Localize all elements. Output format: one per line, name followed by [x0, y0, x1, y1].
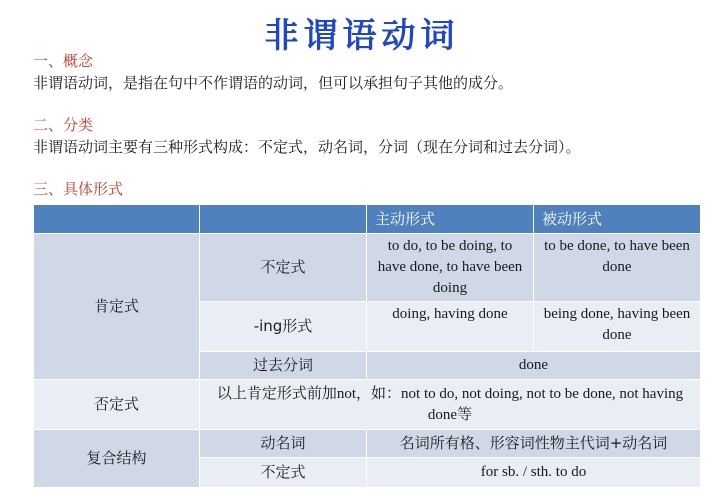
affirmative-ing-active: doing, having done: [367, 302, 534, 352]
compound-infinitive-label: 不定式: [200, 458, 367, 488]
affirmative-infinitive-label: 不定式: [200, 234, 367, 302]
header-cell-empty-1: [34, 205, 200, 234]
compound-infinitive-value: for sb. / sth. to do: [367, 458, 701, 488]
table-row: [34, 234, 701, 302]
section-text-classification: 非谓语动词主要有三种形式构成：不定式，动名词，分词（现在分词和过去分词）。: [33, 138, 581, 156]
affirmative-infinitive-passive: to be done, to have been done: [534, 234, 701, 302]
compound-gerund-label: 动名词: [200, 430, 367, 458]
affirmative-ing-passive: being done, having been done: [534, 302, 701, 352]
negative-value: 以上肯定形式前加not，如：not to do, not doing, not to be done, not having done等: [200, 380, 701, 430]
affirmative-ing-label: -ing形式: [200, 302, 367, 352]
page-title: 非谓语动词: [264, 16, 460, 56]
table-row: [34, 380, 701, 430]
forms-table: [33, 204, 701, 488]
affirmative-label: 肯定式: [34, 234, 200, 380]
section-heading-classification: 二、分类: [33, 116, 94, 134]
header-passive-form: 被动形式: [534, 205, 701, 234]
affirmative-past-participle-label: 过去分词: [200, 352, 367, 380]
header-cell-empty-2: [200, 205, 367, 234]
section-heading-forms: 三、具体形式: [33, 180, 124, 198]
table-header-row: [34, 205, 701, 234]
compound-gerund-value: 名词所有格、形容词性物主代词+动名词: [367, 430, 701, 458]
negative-label: 否定式: [34, 380, 200, 430]
section-heading-concept: 一、概念: [33, 52, 94, 70]
affirmative-past-participle-value: done: [367, 352, 701, 380]
table-row: [34, 430, 701, 458]
section-text-concept: 非谓语动词，是指在句中不作谓语的动词，但可以承担句子其他的成分。: [33, 74, 514, 92]
compound-label: 复合结构: [34, 430, 200, 488]
header-active-form: 主动形式: [367, 205, 534, 234]
affirmative-infinitive-active: to do, to be doing, to have done, to have been doing: [367, 234, 534, 302]
